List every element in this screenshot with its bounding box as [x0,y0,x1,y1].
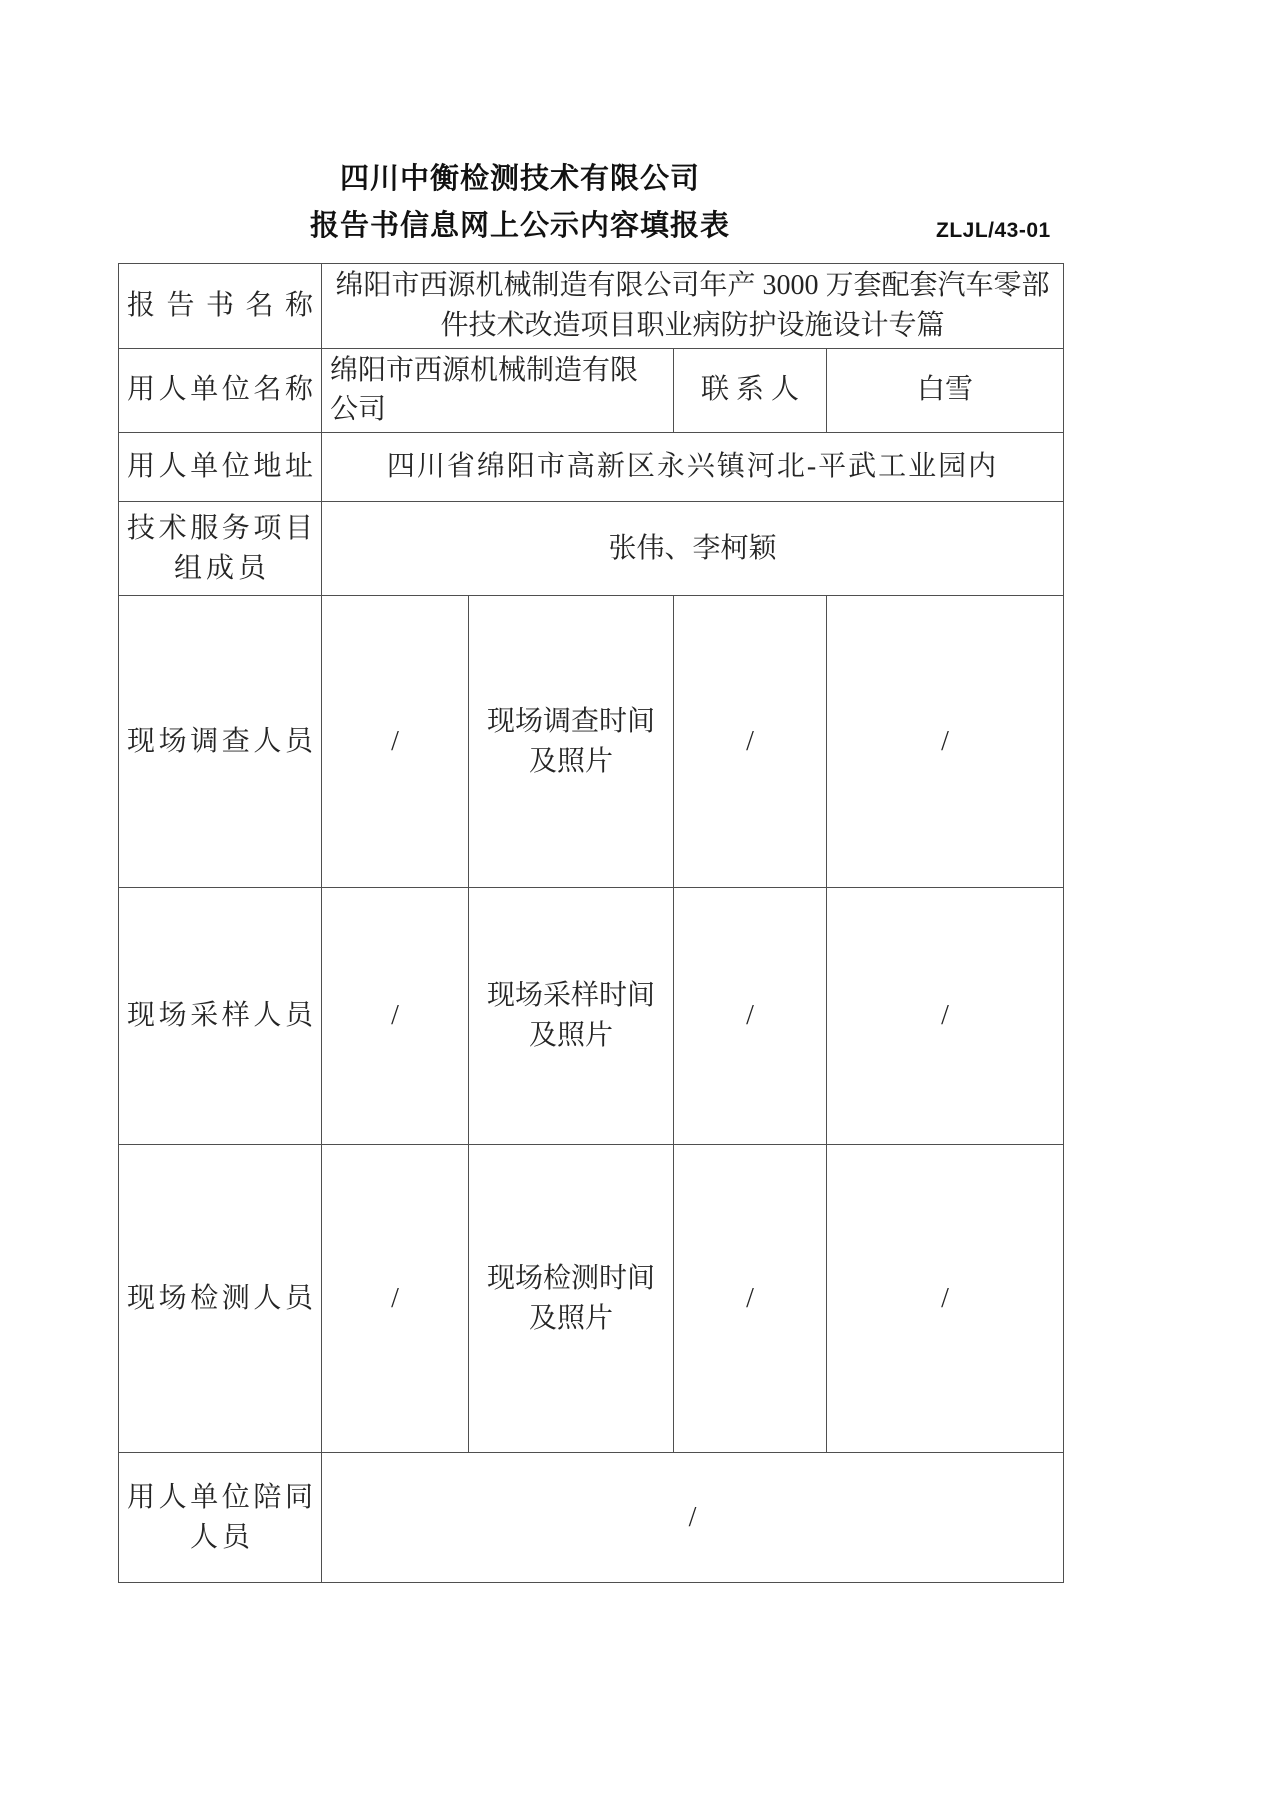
row-employer-address [119,433,1064,502]
site-testing-label: 现场检测人员 [127,1282,313,1314]
site-sampling-time-value: / [674,888,827,1145]
row-report-name [119,264,1064,349]
site-testing-time-photo-label: 现场检测时间及照片 [469,1145,674,1453]
site-testing-photo-value: / [827,1145,1064,1453]
employer-address-label: 用人单位地址 [127,451,313,483]
team-members-label-cell [119,502,322,596]
team-members-label-line1: 技术服务项目 [127,512,313,544]
site-sampling-label-cell [119,888,322,1145]
site-testing-time-value: / [674,1145,827,1453]
company-title: 四川中衡检测技术有限公司 [339,163,700,195]
employer-address-label-cell [119,433,322,502]
contact-label: 联系人 [674,348,827,433]
report-info-table [118,263,1064,1583]
site-survey-label-cell [119,596,322,888]
report-name-value: 绵阳市西源机械制造有限公司年产 3000 万套配套汽车零部件技术改造项目职业病防护设施设计专篇 [322,264,1064,349]
site-survey-label: 现场调查人员 [127,725,313,757]
row-accompanying [119,1453,1064,1583]
employer-name-label: 用人单位名称 [127,374,313,406]
site-sampling-person: / [322,888,469,1145]
site-sampling-time-photo-label: 现场采样时间及照片 [469,888,674,1145]
report-name-label: 报告书名称 [127,289,313,321]
site-sampling-photo-value: / [827,888,1064,1145]
form-code: ZLJL/43-01 [936,219,1051,242]
site-testing-person: / [322,1145,469,1453]
team-members-label-line2: 组成员 [173,552,270,584]
row-employer-name [119,348,1064,433]
employer-name-label-cell [119,348,322,433]
accompanying-value: / [322,1453,1064,1583]
report-name-label-cell [119,264,322,349]
site-survey-time-photo-label: 现场调查时间及照片 [469,596,674,888]
site-testing-label-cell [119,1145,322,1453]
team-members-value: 张伟、李柯颖 [322,502,1064,596]
employer-address-value: 四川省绵阳市高新区永兴镇河北-平武工业园内 [322,433,1064,502]
row-site-testing [119,1145,1064,1453]
site-survey-time-value: / [674,596,827,888]
form-title: 报告书信息网上公示内容填报表 [309,210,730,242]
accompanying-label-cell [119,1453,322,1583]
accompanying-label-line2: 人员 [189,1521,254,1553]
site-survey-photo-value: / [827,596,1064,888]
accompanying-label-line1: 用人单位陪同 [127,1481,313,1513]
site-survey-person: / [322,596,469,888]
site-sampling-label: 现场采样人员 [127,1000,313,1032]
row-team-members [119,502,1064,596]
contact-value: 白雪 [827,348,1064,433]
employer-name-value: 绵阳市西源机械制造有限公司 [322,348,674,433]
row-site-sampling [119,888,1064,1145]
row-site-survey [119,596,1064,888]
